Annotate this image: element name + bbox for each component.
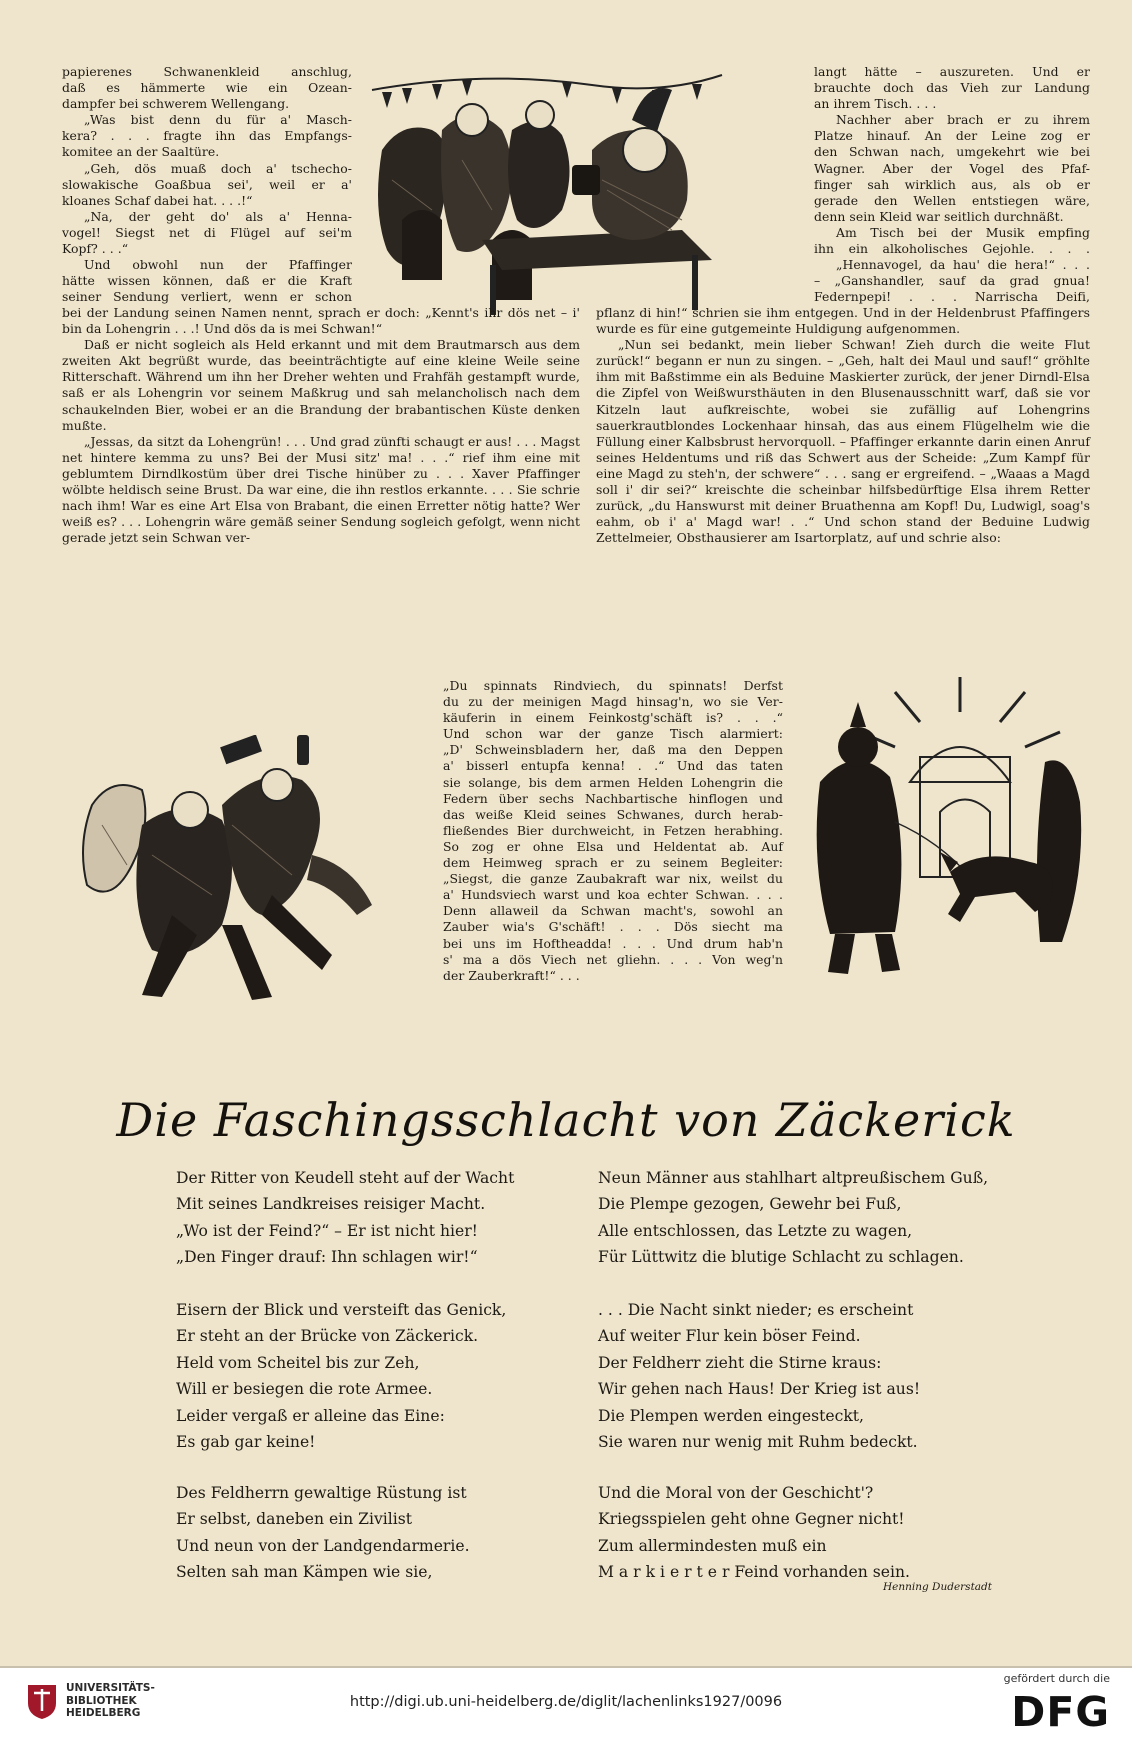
text-line: – „Ganshandler, sauf da grad gnua! <box>814 273 1090 289</box>
text-line: Und schon war der ganze Tisch alarmiert: <box>443 726 783 742</box>
text-line: daß es hämmerte wie ein Ozean- <box>62 80 352 96</box>
text-line: papierenes Schwanenkleid anschlug, <box>62 64 352 79</box>
text-line: Zauber wia's G'schäft! . . . Dös siecht ma <box>443 919 783 935</box>
text-line: Am Tisch bei der Musik empfing <box>836 224 1090 240</box>
text-line: Und obwohl nun der Pfaffinger <box>84 257 352 273</box>
article-right-column <box>596 305 1090 546</box>
poem-line: Held vom Scheitel bis zur Zeh, <box>176 1353 420 1372</box>
poem-line: Für Lüttwitz die blutige Schlacht zu schlagen. <box>598 1248 964 1267</box>
text-line: „Du spinnats Rindviech, du spinnats! Derfst <box>443 678 783 693</box>
poem-line: „Wo ist der Feind?“ – Er ist nicht hier! <box>176 1221 478 1240</box>
text-line: Denn allaweil da Schwan macht's, sowohl an <box>443 903 783 919</box>
text-line: das weiße Kleid seines Schwanes, durch herab- <box>443 806 783 822</box>
sponsor-note: gefördert durch die <box>1003 1672 1110 1685</box>
text-line: a' Hundsviech warst und koa echter Schwan. . . . <box>443 887 783 903</box>
text-line: „Na, der geht do' als a' Henna- <box>84 208 352 224</box>
poem-line: Mit seines Landkreises reisiger Macht. <box>176 1195 486 1214</box>
text-line: Kopf? . . .“ <box>62 241 129 257</box>
poem-right-stanza-1 <box>598 1165 988 1271</box>
poem-right-stanza-3 <box>598 1480 910 1586</box>
text-line: komitee an der Saaltüre. <box>62 144 220 160</box>
text-line: So zog er ohne Elsa und Heldentat ab. Auf <box>443 838 783 854</box>
library-name-line: BIBLIOTHEK <box>66 1694 137 1707</box>
poem-line: Kriegsspielen geht ohne Gegner nicht! <box>598 1510 905 1529</box>
text-line: bei uns im Hoftheadda! . . . Und drum hab'n <box>443 935 783 951</box>
dfg-logo: DFG <box>1011 1688 1110 1736</box>
tavern-scene-illustration <box>362 60 730 326</box>
text-line: dampfer bei schwerem Wellengang. <box>62 96 290 112</box>
text-line: langt hätte – auszureten. Und er <box>814 64 1090 79</box>
poem-line: Er selbst, daneben ein Zivilist <box>176 1510 413 1529</box>
text-line: kera? . . . fragte ihn das Empfangs- <box>62 128 352 144</box>
text-line: brauchte doch das Vieh zur Landung <box>814 80 1090 96</box>
poem-left-stanza-2 <box>176 1297 506 1455</box>
poem-line: Die Plempe gezogen, Gewehr bei Fuß, <box>598 1195 902 1214</box>
text-line: denn sein Kleid war seitlich durchnäßt. <box>814 208 1064 224</box>
poem-title: Die Faschingsschlacht von Zäckerick <box>116 1093 1016 1147</box>
poem-line: Auf weiter Flur kein böser Feind. <box>598 1327 861 1346</box>
paragraph: „Nun sei bedankt, mein lieber Schwan! Zieh durch die weite Flut zurück!“ begann er nun zu singen. – „Geh, halt dei Maul und sauf!“ gröhlte ihm mit Baßstimme ein als Beduine Maskierter zurück, der jener Dirndl-Elsa die Zipfel von Weißwursthäuten in den Blusenausschnitt warf, daß sie vor Kitzeln laut aufkreischte, wobei sie zufällig auf Lohengrins sauerkrautblondes Lockenhaar hinsah, das aus einem Flügelhelm wie die Füllung einer Kalbsbrust hervorquoll. – Pfaffinger erkannte darin einen Anruf seines Heldentums und riß das Schwert aus der Scheide: „Zum Kampf für eine Magd zu steh'n, der schwere“ . . . sang er ergreifend. – „Waaas a Magd soll i' dir sei?“ kreischte die scheinbar hilfsbedürftige Elsa ihrem Retter zurück, „du Hanswurst mit deiner Bruathenna am Kopf! Du, Ludwigl, soag's eahm, ob i' a' Magd war! . .“ Und schon stand der Beduine Ludwig Zettelmeier, Obsthausierer am Isartorplatz, auf und schrie also: <box>596 337 1090 546</box>
text-line: käuferin in einem Feinkostg'schäft is? . . .“ <box>443 710 783 726</box>
paragraph: Daß er nicht sogleich als Held erkannt und mit dem Brautmarsch aus dem zweiten Akt begrüßt wurde, das beeinträchtigte auf eine kleine Weile seine Ritterschaft. Während um ihn her Dreher wehten und Frahfäh gestampft wurde, saß er als Lohengrin vor seinem Maßkrug und sah melancholisch nach dem schaukelnden Bier, wobei er an die Brandung der brabantischen Küste denken mußte. <box>62 337 580 433</box>
poem-line: Will er besiegen die rote Armee. <box>176 1380 433 1399</box>
poem-line: Zum allermindesten muß ein <box>598 1536 827 1555</box>
library-name-line: UNIVERSITÄTS- <box>66 1682 155 1694</box>
text-line: sie solange, bis dem armen Helden Lohengrin die <box>443 774 783 790</box>
text-line: fließendes Bier durchweicht, in Fetzen herabhing. <box>443 822 783 838</box>
poem-right-stanza-2 <box>598 1297 920 1455</box>
brawl-illustration <box>72 735 432 1015</box>
poem-line: Leider vergaß er alleine das Eine: <box>176 1406 445 1425</box>
source-url-link[interactable]: http://digi.ub.uni-heidelberg.de/diglit/lachenlinks1927/0096 <box>349 1694 783 1710</box>
poem-line: Er steht an der Brücke von Zäckerick. <box>176 1327 479 1346</box>
poem-line: Es gab gar keine! <box>176 1433 316 1452</box>
poem-line: Wir gehen nach Haus! Der Krieg ist aus! <box>598 1380 921 1399</box>
poem-line: Des Feldherrn gewaltige Rüstung ist <box>176 1484 467 1502</box>
text-line: Nachher aber brach er zu ihrem <box>836 112 1090 128</box>
text-line: „Hennavogel, da hau' die hera!“ . . . <box>836 257 1090 273</box>
poem-line: Neun Männer aus stahlhart altpreußischem Guß, <box>598 1169 989 1187</box>
paragraph: bei der Landung seinen Namen nennt, sprach er doch: „Kennt's ihr dös net – i' bin da Lohengrin . . .! Und dös da is mei Schwan!“ <box>62 305 580 337</box>
text-line: „Siegst, die ganze Zaubakraft war nix, weilst du <box>443 871 783 887</box>
text-line: Federn über sechs Nachbartische hinflogen und <box>443 790 783 806</box>
text-line: vogel! Siegst net di Flügel auf sei'm <box>62 224 352 240</box>
text-line: den Schwan nach, umgekehrt wie bei <box>814 144 1090 160</box>
paragraph: „Jessas, da sitzt da Lohengrün! . . . Und grad zünfti schaugt er aus! . . . Magst net hintere kemma zu uns? Bei der Musi sitz' ma! . . .“ rief ihm eine mit geblumtem Dirndlkostüm über drei Tische hinüber zu . . . Xaver Pfaffinger wölbte heldisch seine Brust. Da war eine, die ihn restlos erkannte. . . . Sie schrie nach ihm! War es eine Art Elsa von Brabant, die einen Erretter nötig hatte? Wer weiß es? . . . Lohengrin wäre gemäß seiner Sendung sogleich gefolgt, wenn nicht gerade jetzt sein Schwan ver- <box>62 433 580 546</box>
walking-dog-illustration <box>800 672 1096 1002</box>
text-line: dem Heimweg sprach er zu seinem Begleiter: <box>443 855 783 871</box>
poem-line: Der Ritter von Keudell steht auf der Wacht <box>176 1169 515 1187</box>
poem-left-stanza-3 <box>176 1480 470 1586</box>
text-line: der Zauberkraft!“ . . . <box>443 967 580 983</box>
poem-line: Und neun von der Landgendarmerie. <box>176 1536 470 1555</box>
poem-line: Und die Moral von der Geschicht'? <box>598 1484 874 1502</box>
library-name-line: HEIDELBERG <box>66 1707 141 1719</box>
text-line: slowakische Goaßbua sei', weil er a' <box>62 176 352 192</box>
text-line: Federnpepi! . . . Narrischa Deifi, <box>814 289 1090 305</box>
text-line: „Geh, dös muaß doch a' tschecho- <box>84 160 352 176</box>
paragraph: pflanz di hin!“ schrien sie ihm entgegen. Und in der Heldenbrust Pfaffingers wurde es für eine gutgemeinte Huldigung aufgenommen. <box>596 305 1090 337</box>
poem-line: Die Plempen werden eingesteckt, <box>598 1406 864 1425</box>
text-line: gerade den Wellen entstiegen wäre, <box>814 192 1090 208</box>
text-line: Platze hinauf. An der Leine zog er <box>814 128 1090 144</box>
poem-line: Eisern der Blick und versteift das Genick, <box>176 1301 507 1319</box>
poem-left-stanza-1 <box>176 1165 514 1271</box>
article-middle-column <box>443 678 783 984</box>
text-line: „D' Schweinsbladern her, daß ma den Deppen <box>443 742 783 758</box>
text-line: s' ma a dös Viech net gliehn. . . . Von weg'n <box>443 951 783 967</box>
poem-line: „Den Finger drauf: Ihn schlagen wir!“ <box>176 1248 478 1267</box>
article-left-top-column <box>62 64 352 305</box>
text-line: ihn ein alkoholisches Gejohle. . . . <box>814 241 1090 257</box>
article-left-column <box>62 305 580 546</box>
text-line: finger sah wirklich aus, als ob er <box>814 176 1090 192</box>
text-line: Wagner. Aber der Vogel des Pfaf- <box>814 160 1090 176</box>
article-right-top-column <box>814 64 1090 305</box>
poem-line: M a r k i e r t e r Feind vorhanden sein. <box>598 1563 910 1582</box>
text-line: hätte wissen können, daß er die Kraft <box>62 273 352 289</box>
poem-line: Sie waren nur wenig mit Ruhm bedeckt. <box>598 1433 918 1452</box>
text-line: a' bisserl entupfa kenna! . .“ Und das taten <box>443 758 783 774</box>
poem-author: Henning Duderstadt <box>882 1581 992 1593</box>
poem-line: Der Feldherr zieht die Stirne kraus: <box>598 1353 882 1372</box>
text-line: du zu der meinigen Magd hinsag'n, wo sie Ver- <box>443 694 783 710</box>
poem-line: Alle entschlossen, das Letzte zu wagen, <box>598 1221 913 1240</box>
text-line: seiner Sendung verliert, wenn er schon <box>62 289 352 305</box>
poem-line: . . . Die Nacht sinkt nieder; es erscheint <box>598 1301 914 1319</box>
poem-line: Selten sah man Kämpen wie sie, <box>176 1563 433 1582</box>
text-line: an ihrem Tisch. . . . <box>814 96 937 112</box>
text-line: „Was bist denn du für a' Masch- <box>84 112 352 128</box>
text-line: kloanes Schaf dabei hat. . . .!“ <box>62 192 253 208</box>
